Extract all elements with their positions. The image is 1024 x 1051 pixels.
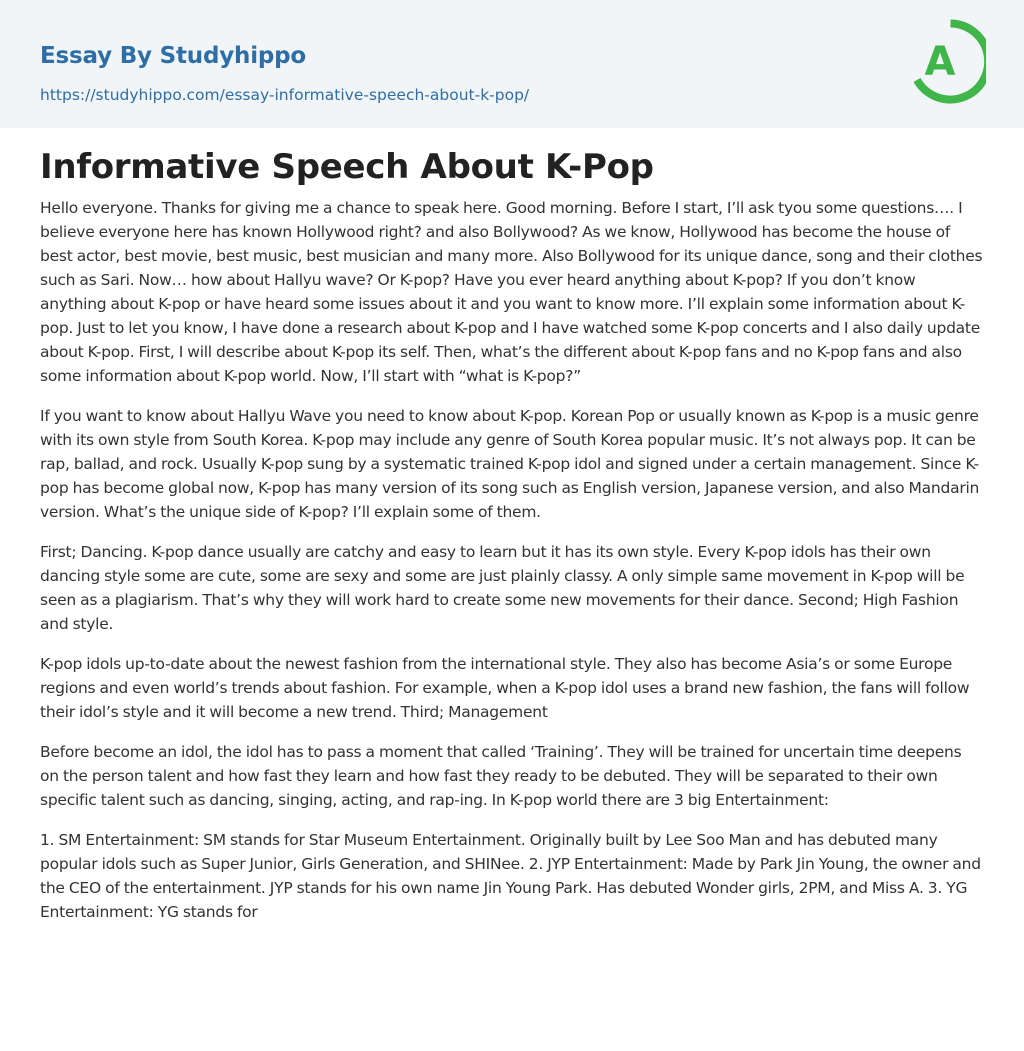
logo-letter: A: [924, 39, 956, 85]
article-body: [0, 128, 1024, 924]
page-title: Informative Speech About K-Pop: [40, 147, 654, 187]
brand-title: Essay By Studyhippo: [40, 43, 307, 69]
essay-paragraph: If you want to know about Hallyu Wave you need to know about K-pop. Korean Pop or usually known as K-pop is a music genre with its own style from South Korea. K-pop may include any genre of South Korea popular music. It’s not always pop. It can be rap, ballad, and rock. Usually K-pop sung by a systematic trained K-pop idol and signed under a certain management. Since K-pop has become global now, K-pop has many version of its song such as English version, Japanese version, and also Mandarin version. What’s the unique side of K-pop? I’ll explain some of them.: [40, 407, 980, 521]
site-header: [0, 0, 1024, 128]
studyhippo-logo-icon[interactable]: [914, 19, 986, 105]
essay-paragraph: First; Dancing. K-pop dance usually are catchy and easy to learn but it has its own style. Every K-pop idols has their own dancing style some are cute, some are sexy and some are just plainly classy. A only simple same movement in K-pop will be seen as a plagiarism. That’s why they will work hard to create some new movements for their dance. Second; High Fashion and style.: [40, 543, 965, 633]
essay-paragraph: Hello everyone. Thanks for giving me a chance to speak here. Good morning. Before I start, I’ll ask tyou some questions…. I believe everyone here has known Hollywood right? and also Bollywood? As we know, Hollywood has become the house of best actor, best movie, best music, best musician and many more. Also Bollywood for its unique dance, song and their clothes such as Sari. Now… how about Hallyu wave? Or K-pop? Have you ever heard anything about K-pop? If you don’t know anything about K-pop or have heard some issues about it and you want to know more. I’ll explain some information about K-pop. Just to let you know, I have done a research about K-pop and I have watched some K-pop concerts and I also daily update about K-pop. First, I will describe about K-pop its self. Then, what’s the different about K-pop fans and no K-pop fans and also some information about K-pop world. Now, I’ll start with “what is K-pop?”: [40, 199, 983, 385]
essay-paragraph: Before become an idol, the idol has to pass a moment that called ‘Training’. They will be trained for uncertain time deepens on the person talent and how fast they learn and how fast they ready to be debuted. They will be separated to their own specific talent such as dancing, singing, acting, and rap-ing. In K-pop world there are 3 big Entertainment:: [40, 743, 962, 809]
source-url-link[interactable]: https://studyhippo.com/essay-informative-speech-about-k-pop/: [40, 86, 530, 104]
essay-paragraph: K-pop idols up-to-date about the newest fashion from the international style. They also has become Asia’s or some Europe regions and even world’s trends about fashion. For example, when a K-pop idol uses a brand new fashion, the fans will follow their idol’s style and it will become a new trend. Third; Management: [40, 655, 970, 721]
essay-paragraph: 1. SM Entertainment: SM stands for Star Museum Entertainment. Originally built by Lee Soo Man and has debuted many popular idols such as Super Junior, Girls Generation, and SHINee. 2. JYP Entertainment: Made by Park Jin Young, the owner and the CEO of the entertainment. JYP stands for his own name Jin Young Park. Has debuted Wonder girls, 2PM, and Miss A. 3. YG Entertainment: YG stands for: [40, 831, 981, 921]
